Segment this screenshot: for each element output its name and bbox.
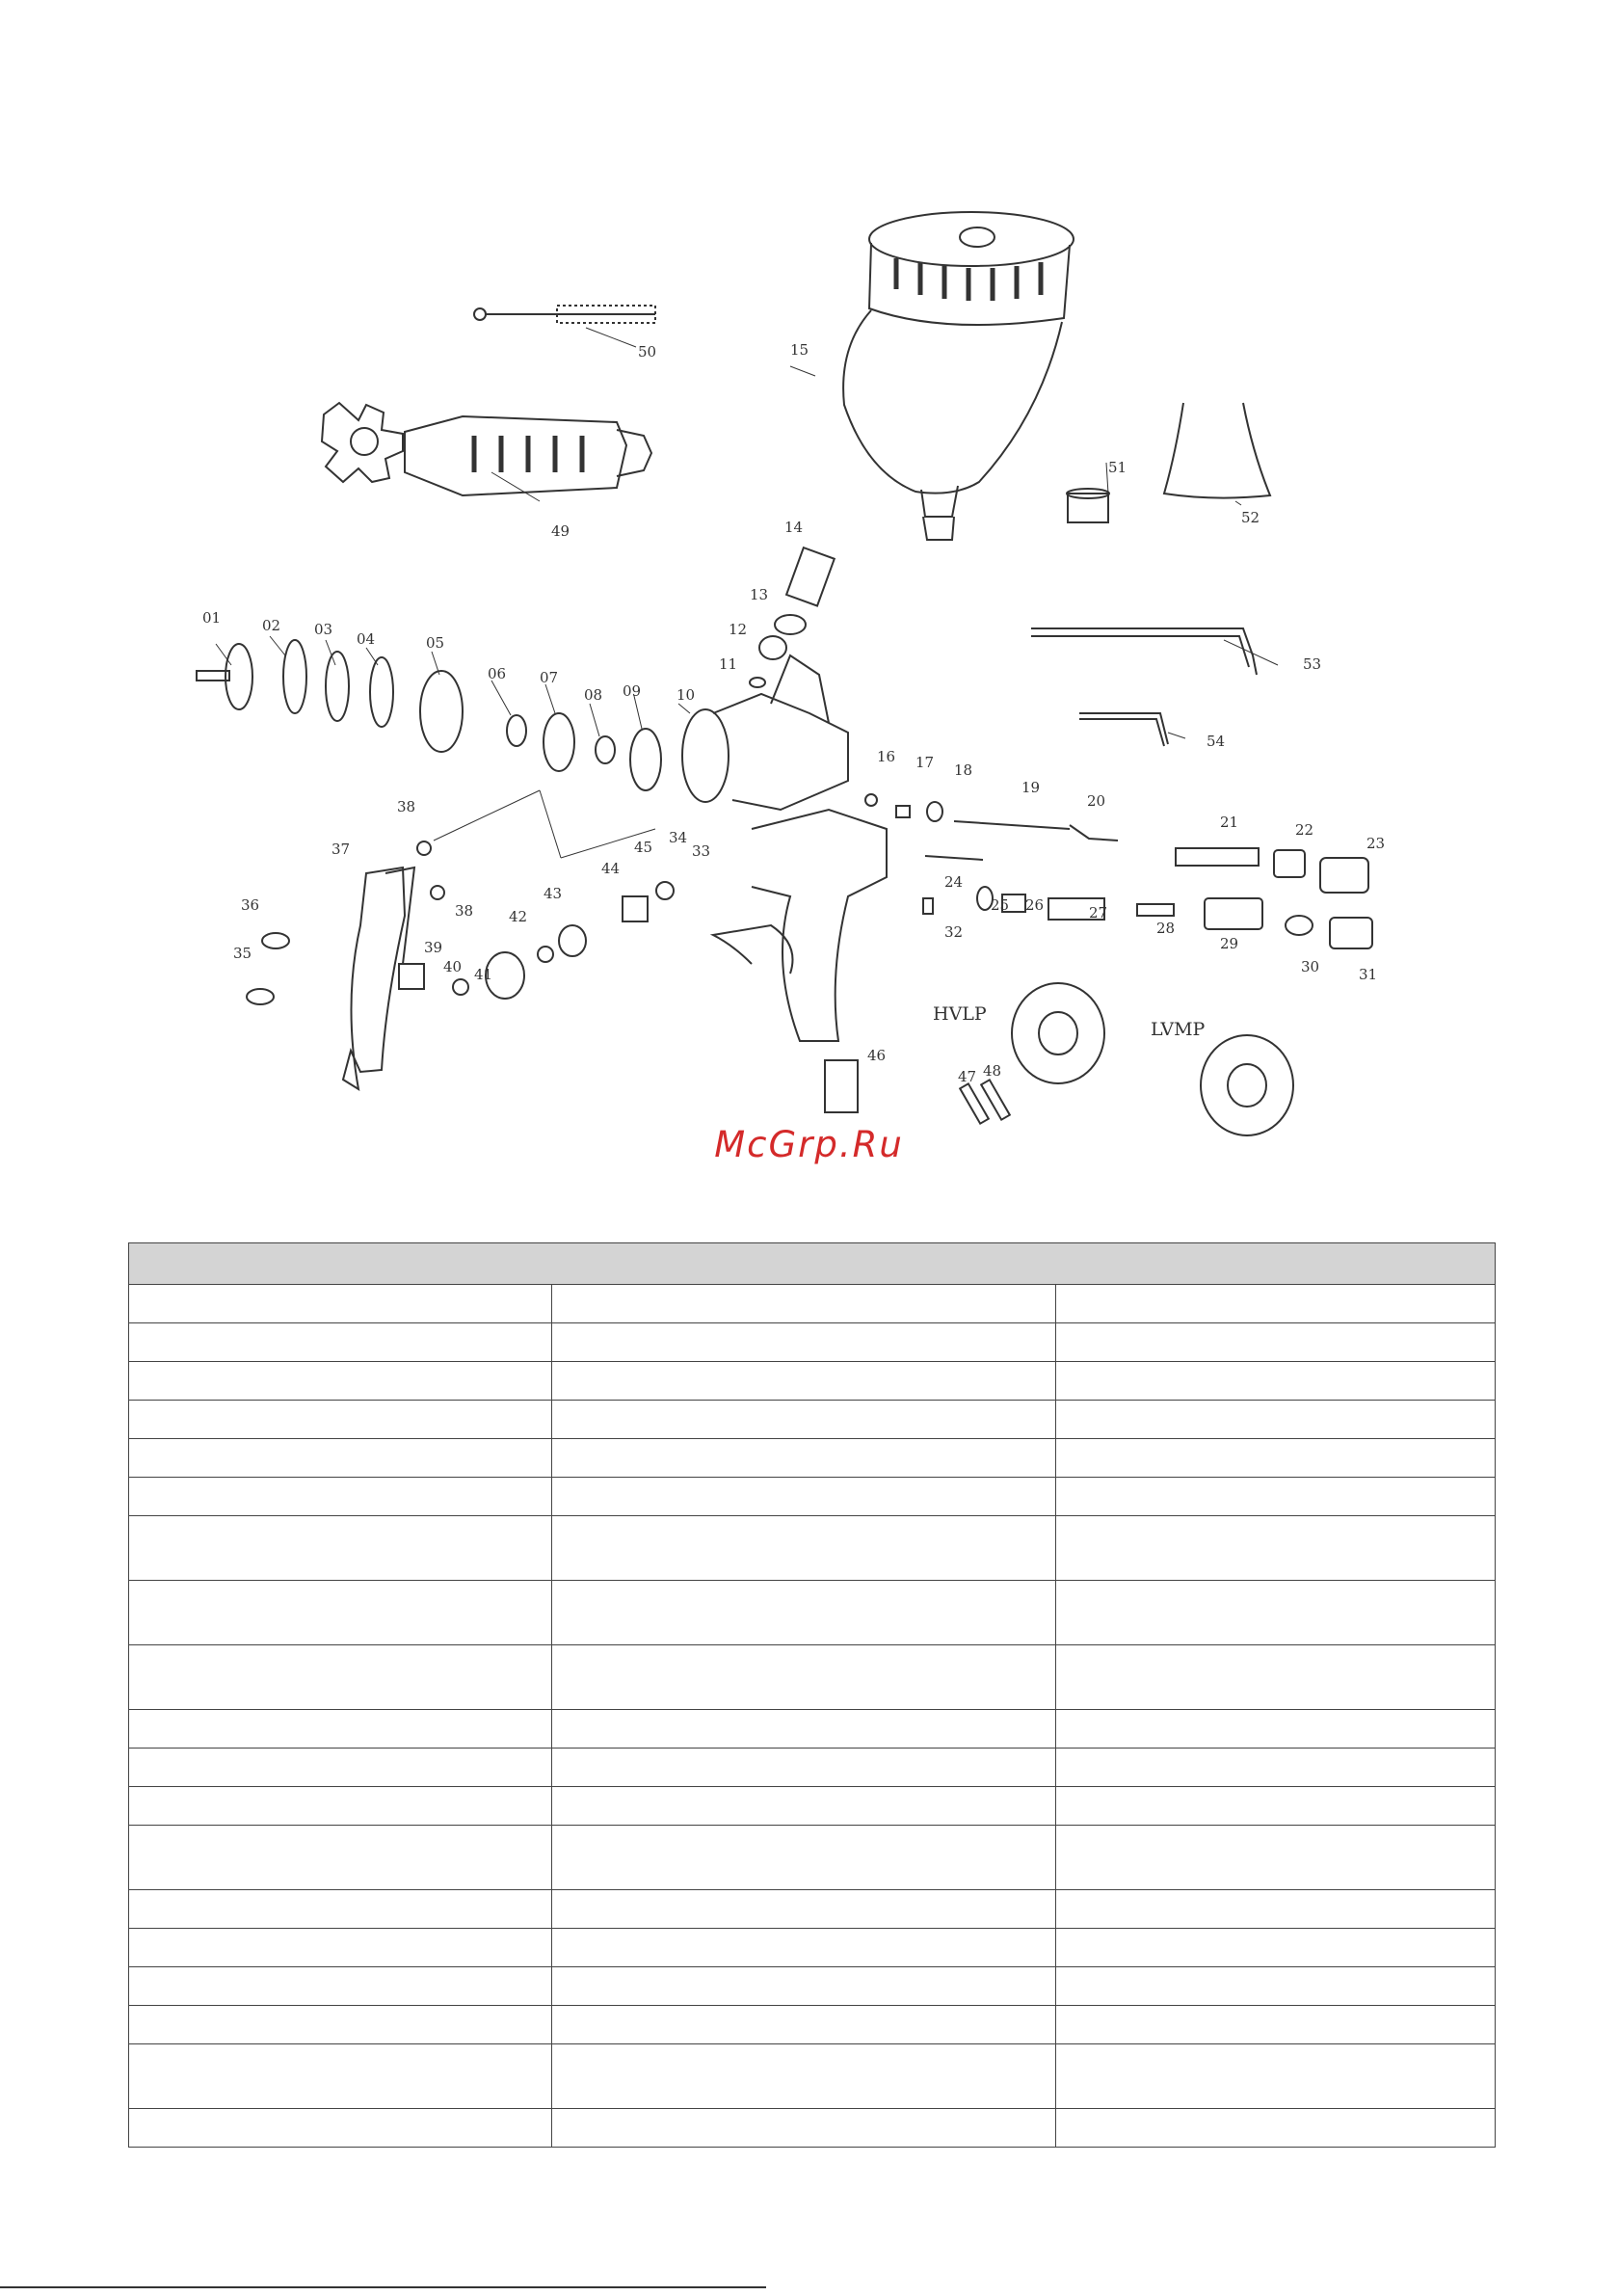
table-row (129, 1478, 1496, 1516)
table-cell (1056, 1439, 1496, 1478)
table-cell (552, 1581, 1056, 1645)
table-row (129, 1826, 1496, 1890)
table-cell (129, 1967, 552, 2006)
table-row (129, 2006, 1496, 2044)
part-label: 39 (424, 939, 443, 956)
part-label: 32 (944, 923, 964, 941)
part-label: 33 (692, 842, 711, 860)
cleaning-brush (474, 306, 655, 323)
table-cell (1056, 1826, 1496, 1890)
part-label: 41 (474, 966, 493, 983)
part-label: 14 (784, 519, 804, 536)
table-row (129, 1285, 1496, 1323)
table-cell (129, 2109, 552, 2148)
table-cell (552, 1967, 1056, 2006)
gun-body (682, 655, 887, 1041)
part-label: 38 (397, 798, 416, 815)
table-cell (1056, 1967, 1496, 2006)
table-cell (129, 1285, 552, 1323)
paint-cup (843, 212, 1074, 540)
table-cell (129, 1787, 552, 1826)
part-label: 07 (540, 669, 559, 686)
part-label: 06 (488, 665, 507, 682)
table-cell (129, 1826, 552, 1890)
table-cell (129, 1645, 552, 1710)
part-label: 47 (958, 1068, 977, 1085)
table-cell (129, 1929, 552, 1967)
table-cell (552, 2044, 1056, 2109)
part-label: 42 (509, 908, 528, 925)
part-label: 21 (1220, 814, 1239, 831)
table-row (129, 1645, 1496, 1710)
part-label: 15 (790, 341, 809, 359)
part-label: 37 (332, 841, 351, 858)
table-cell (552, 1362, 1056, 1401)
part-label: 54 (1207, 733, 1226, 750)
table-cell (129, 1323, 552, 1362)
part-label: 01 (202, 609, 222, 627)
part-label: 19 (1021, 779, 1041, 796)
part-label: 18 (954, 761, 973, 779)
table-cell (552, 1710, 1056, 1749)
table-cell (552, 2109, 1056, 2148)
part-label: 04 (357, 630, 376, 648)
table-header-row (129, 1243, 1496, 1285)
table-cell (552, 1929, 1056, 1967)
table-row (129, 1890, 1496, 1929)
table-cell (1056, 1478, 1496, 1516)
part-label: 27 (1089, 904, 1108, 921)
part-label: 50 (638, 343, 657, 360)
part-label: 40 (443, 958, 463, 975)
table-cell (129, 1439, 552, 1478)
hvlp-label: HVLP (933, 1003, 987, 1025)
part-label: 46 (867, 1047, 887, 1064)
table-cell (1056, 1787, 1496, 1826)
table-cell (1056, 1749, 1496, 1787)
part-label: 10 (676, 686, 696, 704)
table-body (129, 1285, 1496, 2148)
part-label: 11 (719, 655, 738, 673)
table-cell (1056, 1710, 1496, 1749)
part-label: 26 (1025, 896, 1045, 914)
table-cell (552, 1478, 1056, 1516)
table-cell (1056, 1890, 1496, 1929)
table-cell (129, 2006, 552, 2044)
part-label: 36 (241, 896, 260, 914)
table-cell (1056, 1401, 1496, 1439)
table-cell (552, 2006, 1056, 2044)
part-label: 20 (1087, 792, 1106, 810)
part-label: 13 (750, 586, 769, 603)
trigger (247, 841, 444, 1089)
table-cell (552, 1516, 1056, 1581)
table-row (129, 1362, 1496, 1401)
table-cell (129, 1581, 552, 1645)
table-row (129, 1710, 1496, 1749)
part-label: 49 (551, 522, 570, 540)
table-row (129, 1749, 1496, 1787)
table-cell (129, 1710, 552, 1749)
part-label: 08 (584, 686, 603, 704)
table-row (129, 1323, 1496, 1362)
table-row (129, 1401, 1496, 1439)
part-label: 30 (1301, 958, 1320, 975)
watermark: McGrp.Ru (714, 1124, 904, 1165)
table-cell (552, 1323, 1056, 1362)
part-label: 09 (623, 682, 642, 700)
part-label: 38 (455, 902, 474, 920)
table-row (129, 1516, 1496, 1581)
table-cell (129, 1401, 552, 1439)
table-cell (552, 1645, 1056, 1710)
part-label: 43 (544, 885, 563, 902)
part-label: 22 (1295, 821, 1314, 839)
table-cell (552, 1826, 1056, 1890)
lvmp-label: LVMP (1151, 1019, 1206, 1040)
part-label: 48 (983, 1062, 1002, 1080)
table-cell (552, 1787, 1056, 1826)
table-cell (552, 1285, 1056, 1323)
part-label: 23 (1366, 835, 1386, 852)
part-label: 34 (669, 829, 688, 846)
part-label: 03 (314, 621, 333, 638)
table-cell (552, 1749, 1056, 1787)
multi-wrench (322, 403, 651, 495)
part-label: 53 (1303, 655, 1322, 673)
table-row (129, 1581, 1496, 1645)
part-label: 12 (729, 621, 748, 638)
part-label: 44 (601, 860, 621, 877)
table-cell (552, 1439, 1056, 1478)
part-label: 31 (1359, 966, 1378, 983)
part-label: 29 (1220, 935, 1239, 952)
table-cell (1056, 2109, 1496, 2148)
part-label: 52 (1241, 509, 1260, 526)
part-label: 45 (634, 839, 653, 856)
table-row (129, 1967, 1496, 2006)
part-label: 02 (262, 617, 281, 634)
table-cell (1056, 1323, 1496, 1362)
table-row (129, 1439, 1496, 1478)
part-label: 16 (877, 748, 896, 765)
part-label: 35 (233, 945, 252, 962)
table-cell (129, 1890, 552, 1929)
table-cell (129, 1478, 552, 1516)
table-cell (1056, 1516, 1496, 1581)
part-label: 51 (1108, 459, 1127, 476)
table-cell (1056, 2006, 1496, 2044)
table-row (129, 2044, 1496, 2109)
part-label: 17 (915, 754, 935, 771)
part-label: 24 (944, 873, 964, 891)
part-label: 25 (991, 896, 1010, 914)
table-cell (129, 2044, 552, 2109)
table-cell (1056, 1362, 1496, 1401)
table-cell (552, 1890, 1056, 1929)
part-labels (202, 341, 1385, 1085)
table-cell (129, 1516, 552, 1581)
table-cell (1056, 1929, 1496, 1967)
table-cell (129, 1362, 552, 1401)
table-header (129, 1243, 1496, 1285)
table-cell (1056, 2044, 1496, 2109)
part-label: 28 (1156, 920, 1176, 937)
part-label: 05 (426, 634, 445, 652)
table-row (129, 2109, 1496, 2148)
footer-rule (0, 2286, 766, 2288)
table-cell (129, 1749, 552, 1787)
table-cell (1056, 1581, 1496, 1645)
parts-table (128, 1242, 1496, 2148)
table-row (129, 1787, 1496, 1826)
table-cell (1056, 1645, 1496, 1710)
table-cell (552, 1401, 1056, 1439)
table-cell (1056, 1285, 1496, 1323)
table-row (129, 1929, 1496, 1967)
